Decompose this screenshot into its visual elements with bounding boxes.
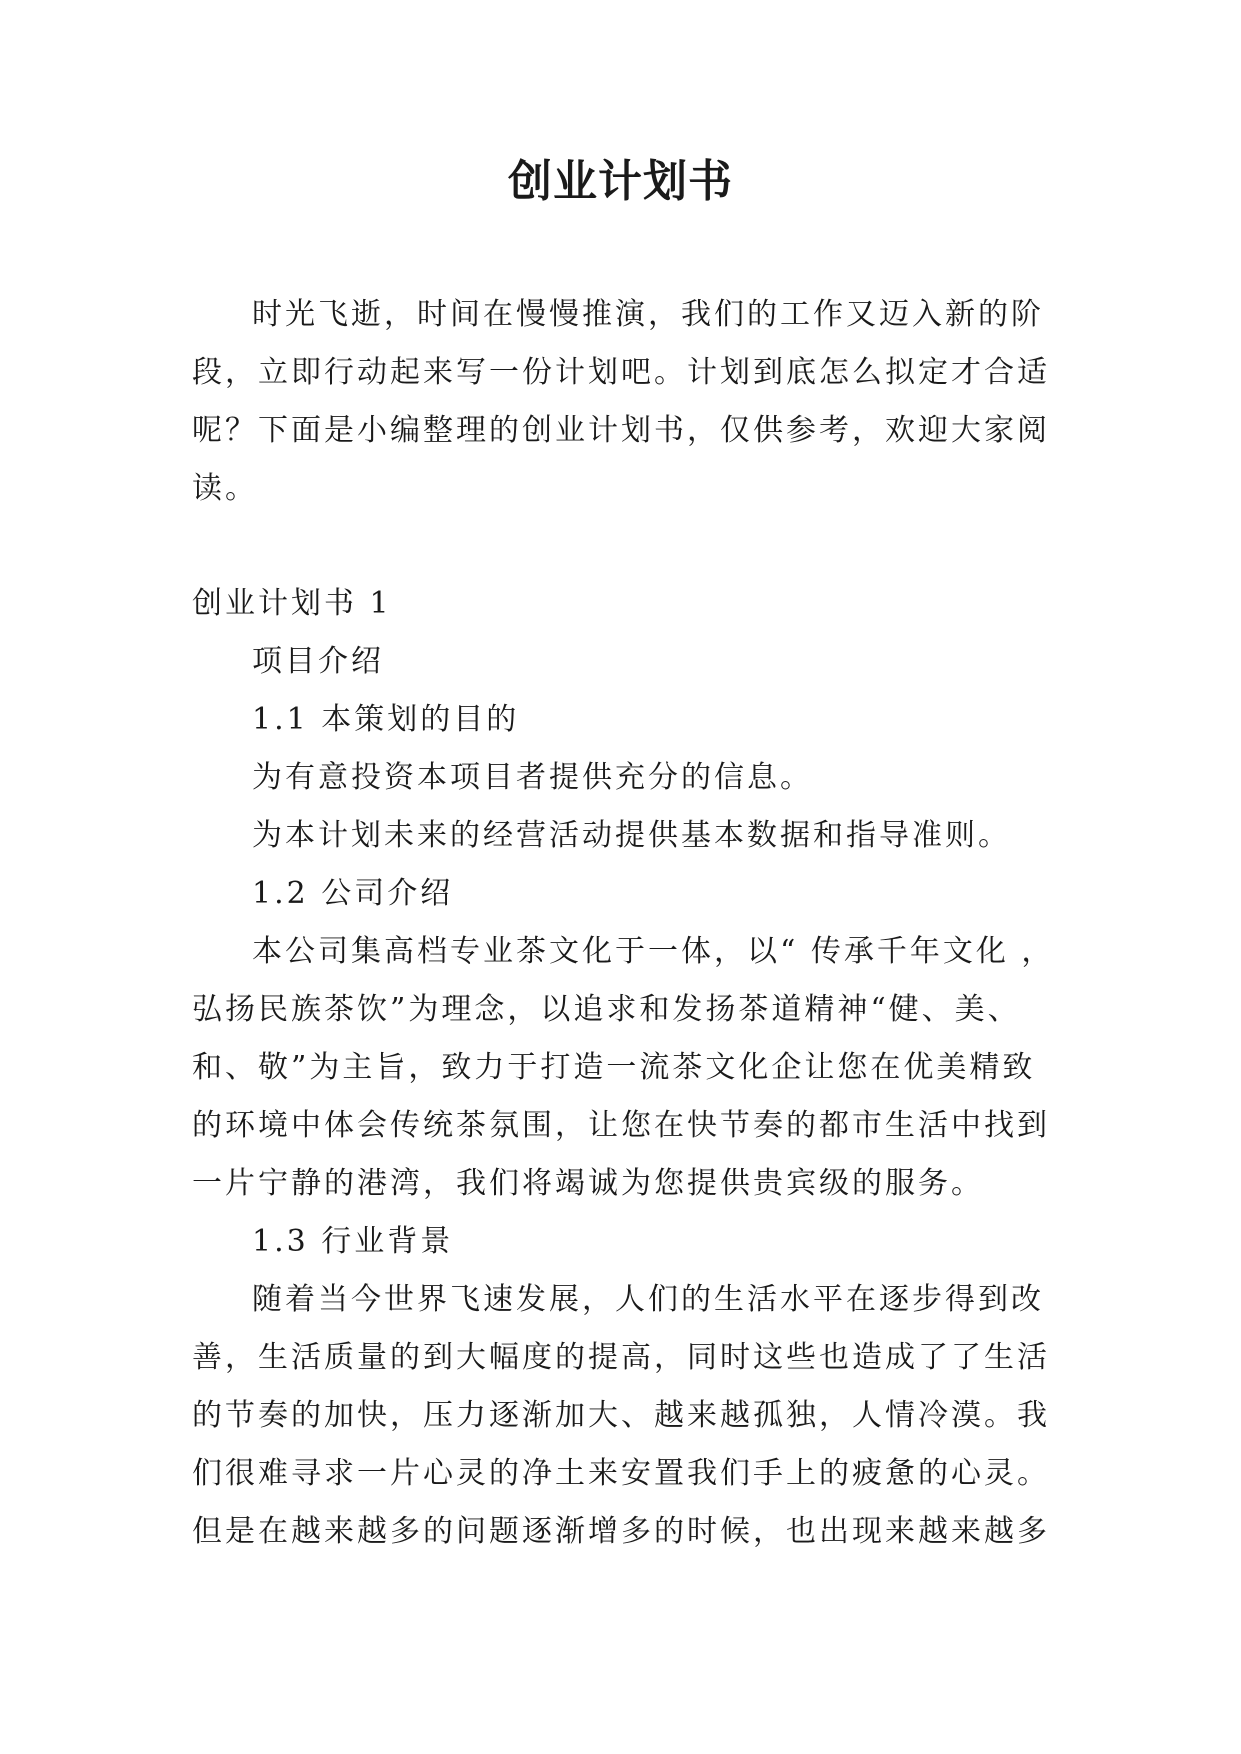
paragraph-1-3: 随着当今世界飞速发展，人们的生活水平在逐步得到改善，生活质量的到大幅度的提高，同时这些也造成了了生活的节奏的加快，压力逐渐加大、越来越孤独，人情冷漠。我们很难寻求一片心灵的净土来安置我们手上的疲惫的心灵。但是在越来越多的问题逐渐增多的时候，也出现来越来越多 [192, 1282, 1050, 1549]
paragraph-1-1-a: 为有意投资本项目者提供充分的信息。 [252, 760, 813, 795]
document-title: 创业计划书 [508, 156, 733, 207]
heading-1-3: 1.3 行业背景 [252, 1224, 454, 1259]
section-title: 创业计划书 1 [192, 586, 392, 621]
content-block [192, 575, 1056, 1561]
intro-block [192, 286, 1056, 518]
intro-paragraph: 时光飞逝，时间在慢慢推演，我们的工作又迈入新的阶段，立即行动起来写一份计划吧。计划到底怎么拟定才合适呢？下面是小编整理的创业计划书，仅供参考，欢迎大家阅读。 [192, 297, 1050, 506]
heading-1-2: 1.2 公司介绍 [252, 876, 454, 911]
paragraph-1-2: 本公司集高档专业茶文化于一体，以“ 传承千年文化 ，弘扬民族茶饮”为理念，以追求和发扬茶道精神“健、美、和、敬”为主旨，致力于打造一流茶文化企让您在优美精致的环境中体会传统茶氛围，让您在快节奏的都市生活中找到一片宁静的港湾，我们将竭诚为您提供贵宾级的服务。 [192, 934, 1055, 1201]
project-intro-heading: 项目介绍 [252, 644, 384, 679]
paragraph-1-1-b: 为本计划未来的经营活动提供基本数据和指导准则。 [252, 818, 1011, 853]
heading-1-1: 1.1 本策划的目的 [252, 702, 520, 737]
